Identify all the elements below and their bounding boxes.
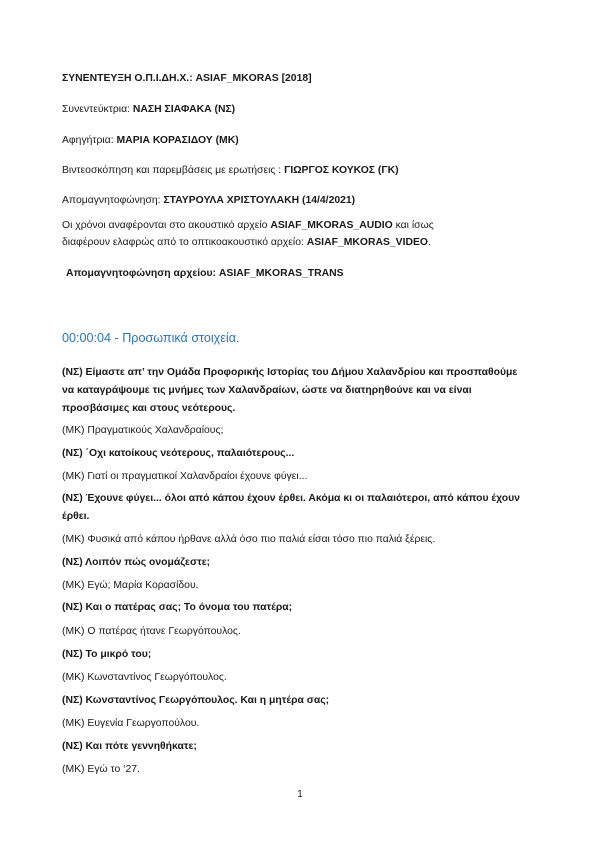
interviewer-line [62, 103, 235, 117]
narrator-value: ΜΑΡΙΑ ΚΟΡΑΣΙΔΟΥ (ΜΚ) [116, 135, 239, 146]
dialogue-line: (ΝΣ) Και πότε γεννηθήκατε; [62, 741, 197, 752]
video-value: ΓΙΩΡΓΟΣ ΚΟΥΚΟΣ (ΓΚ) [284, 165, 399, 176]
note-text: . [428, 237, 431, 248]
dialogue-line: (ΜΚ) Εγώ το ‘27. [62, 764, 140, 775]
video-line [62, 164, 399, 178]
narrator-line [62, 134, 239, 148]
note-text: Οι χρόνοι αναφέρονται στο ακουστικό αρχείο [62, 220, 271, 231]
note-line-2 [62, 236, 431, 250]
dialogue-line: (ΜΚ) Εγώ; Μαρία Κορασίδου. [62, 580, 199, 591]
dialogue-line: (ΝΣ) Το μικρό του; [62, 649, 152, 660]
dialogue-line: (ΜΚ) Κωνσταντίνος Γεωργόπουλος. [62, 672, 227, 683]
audio-file-name: ASIAF_MKORAS_AUDIO [270, 220, 393, 231]
dialogue-line: (ΝΣ) ΄Οχι κατοίκους νεότερους, παλαιότερους... [62, 448, 295, 459]
dialogue-line: να καταγράψουμε τις μνήμες των Χαλανδραίων, ώστε να διατηρηθούνε και να είναι [62, 385, 472, 396]
page-number: 1 [297, 789, 303, 800]
video-label: Βιντεοσκόπηση και παρεμβάσεις με ερωτήσεις : [62, 165, 285, 176]
dialogue-line: (ΜΚ) Ευγενία Γεωργοπούλου. [62, 718, 200, 729]
narrator-label: Αφηγήτρια: [62, 135, 117, 146]
file-transcription-label: Απομαγνητοφώνηση αρχείου: ASIAF_MKORAS_TRANS [66, 268, 344, 279]
note-line-1 [62, 219, 434, 233]
interviewer-label: Συνεντεύκτρια: [62, 104, 133, 115]
transcription-label: Απομαγνητοφώνηση: [62, 195, 164, 206]
note-text: και ίσως [392, 220, 434, 231]
dialogue-line: (ΝΣ) Είμαστε απ’ την Ομάδα Προφορικής Ιστορίας του Δήμου Χαλανδρίου και προσπαθούμε [62, 367, 518, 378]
transcription-line [62, 194, 355, 208]
dialogue-line: (ΜΚ) Γιατί οι πραγματικοί Χαλανδραίοι έχουνε φύγει... [62, 471, 308, 482]
note-text: διαφέρουν ελαφρώς από το οπτικοακουστικό αρχείο: [62, 237, 307, 248]
dialogue-line: (ΝΣ) Λοιπόν πώς ονομάζεστε; [62, 557, 211, 568]
section-heading: 00:00:04 - Προσωπικά στοιχεία. [62, 331, 240, 345]
dialogue-line: (ΝΣ) Έχουνε φύγει... όλοι από κάπου έχουν έρθει. Ακόμα κι οι παλαιότεροι, από κάπου έχουν [62, 493, 520, 504]
dialogue-line: (ΜΚ) Ο πατέρας ήτανε Γεωργόπουλος. [62, 626, 241, 637]
interview-title: ΣΥΝΕΝΤΕΥΞΗ Ο.Π.Ι.ΔΗ.Χ.: ASIAF_MKORAS [2018] [62, 73, 312, 84]
dialogue-line: (ΝΣ) Και ο πατέρας σας; Το όνομα του πατέρα; [62, 602, 293, 613]
dialogue-line: (ΜΚ) Φυσικά από κάπου ήρθανε αλλά όσο πιο παλιά είσαι τόσο πιο παλιά ξέρεις. [62, 534, 436, 545]
dialogue-line: (ΝΣ) Κωνσταντίνος Γεωργόπουλος. Και η μητέρα σας; [62, 695, 330, 706]
transcription-value: ΣΤΑΥΡΟΥΛΑ ΧΡΙΣΤΟΥΛΑΚΗ (14/4/2021) [163, 195, 356, 206]
video-file-name: ASIAF_MKORAS_VIDEO [306, 237, 428, 248]
dialogue-line: έρθει. [62, 511, 90, 522]
dialogue-line: (ΜΚ) Πραγματικούς Χαλανδραίους; [62, 425, 224, 436]
interviewer-value: ΝΑΣΗ ΣΙΑΦΑΚΑ (ΝΣ) [132, 104, 236, 115]
dialogue-line: προσβάσιμες και στους νεότερους. [62, 403, 236, 414]
